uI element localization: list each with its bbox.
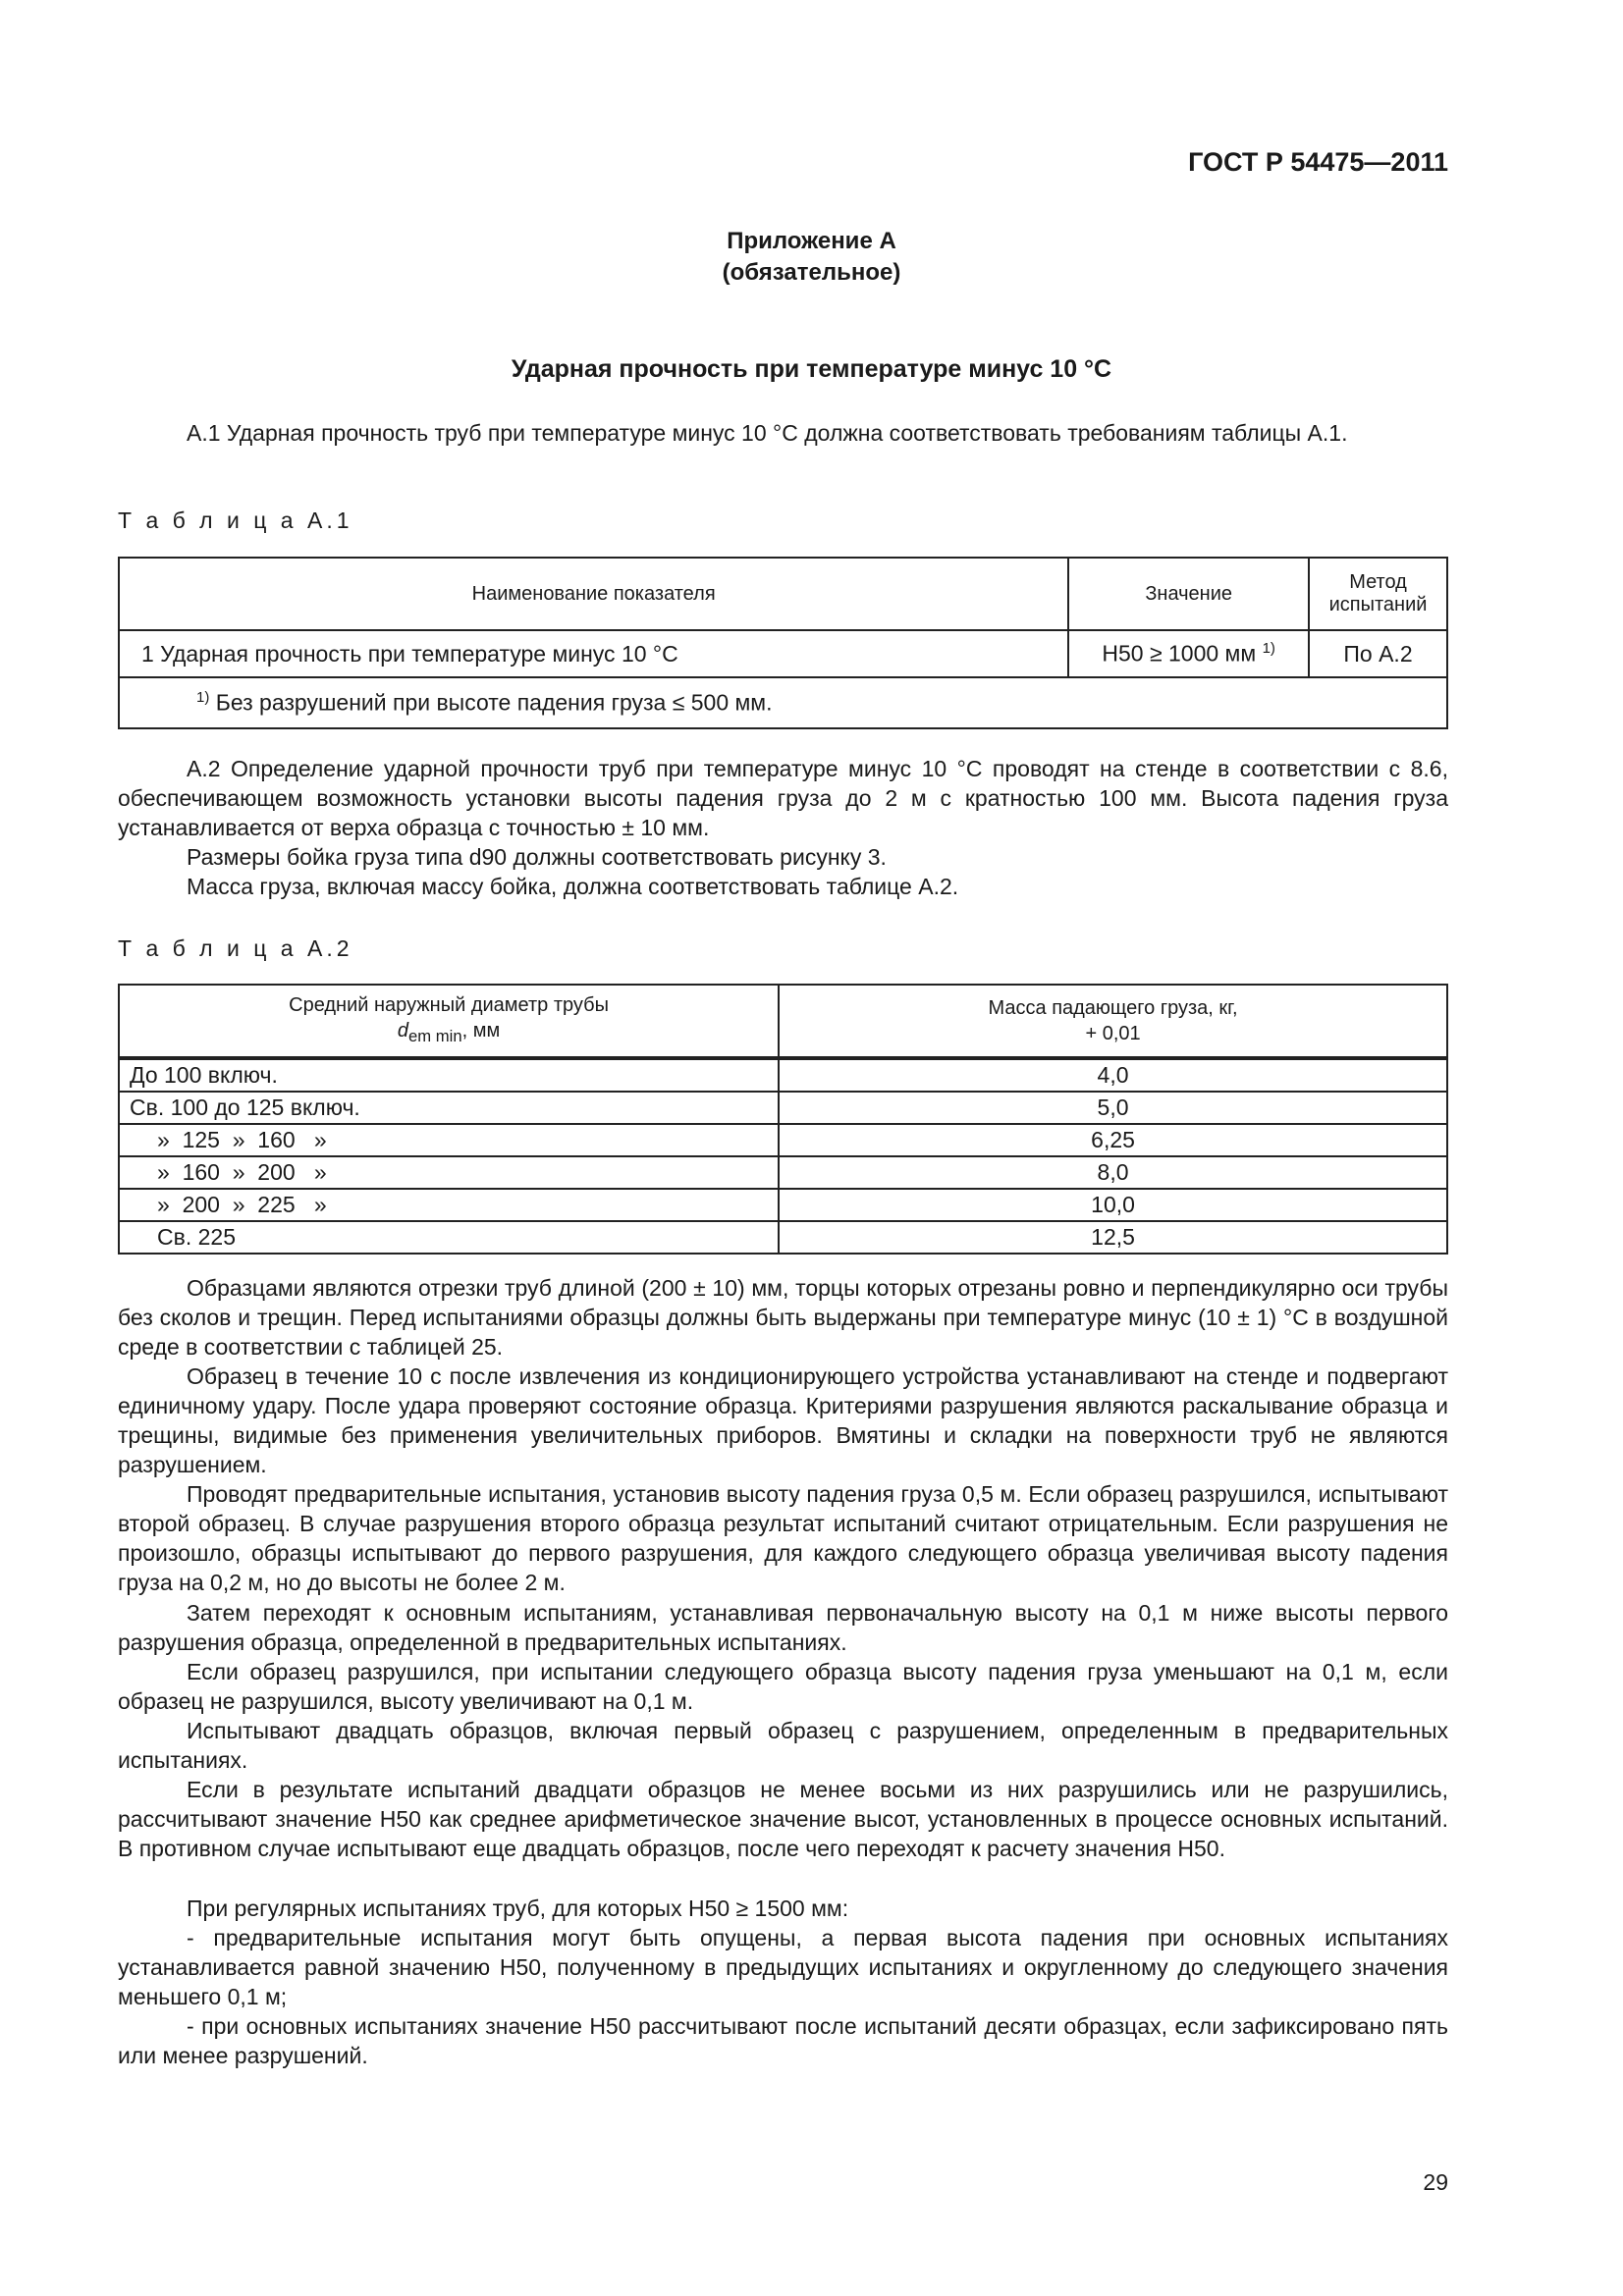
paragraph-h50-calc: Если в результате испытаний двадцати образцов не менее восьми из них разрушились или не разрушились, рассчитывают значение Н50 как среднее арифметическое значение высот, установленных в процессе основных испытаний. В противном случае испытывают еще двадцать образцов, после чего переходят к расчету значения Н50.: [118, 1777, 1448, 1861]
paragraph-twenty-samples: Испытывают двадцать образцов, включая первый образец с разрушением, определенным в предварительных испытаниях.: [118, 1718, 1448, 1773]
paragraph-samples: Образцами являются отрезки труб длиной (200 ± 10) мм, торцы которых отрезаны ровно и перпендикулярно оси трубы без сколов и трещин. Перед испытаниями образцы должны быть выдержаны при температуре минус (10 ± 1) °С в воздушной среде в соответствии с таблицей 25.: [118, 1275, 1448, 1360]
table1-header-row: [119, 558, 1447, 630]
table2-header-diameter-line2: [130, 1018, 768, 1049]
table1-value-note-mark: 1): [1262, 640, 1275, 658]
page-number: 29: [1423, 2169, 1448, 2195]
table-row: [119, 1124, 1447, 1156]
table2-header-diameter-line1: Средний наружный диаметр трубы: [289, 994, 609, 1016]
table2-cell-mass: 10,0: [779, 1189, 1447, 1221]
table2-cell-mass: 8,0: [779, 1156, 1447, 1189]
table-a2: [118, 984, 1448, 1255]
table2-cell-size: » 125 » 160 »: [119, 1124, 779, 1156]
table-row: [119, 1092, 1447, 1124]
paragraph-a1: А.1 Ударная прочность труб при температуре минус 10 °С должна соответствовать требованиям таблицы А.1.: [187, 420, 1348, 446]
paragraph-height-adjust: Если образец разрушился, при испытании следующего образца высоту падения груза уменьшают на 0,1 м, если образец не разрушился, высоту увеличивают на 0,1 м.: [118, 1659, 1448, 1714]
section-title: Ударная прочность при температуре минус 10 °С: [511, 355, 1112, 383]
table1-footnote: [119, 677, 1447, 728]
table2-cell-mass: 4,0: [779, 1058, 1447, 1092]
paragraph-regular-tests: При регулярных испытаниях труб, для которых Н50 ≥ 1500 мм:: [187, 1896, 849, 1921]
table2-cell-mass: 5,0: [779, 1092, 1447, 1124]
table2-header-mass-line2: + 0,01: [1085, 1023, 1141, 1044]
table1-footnote-row: [119, 677, 1447, 728]
table2-header-mass-line1: Масса падающего груза, кг,: [988, 997, 1238, 1019]
table2-cell-size: До 100 включ.: [119, 1058, 779, 1092]
diameter-symbol: d: [397, 1020, 408, 1041]
paragraph-mass: Масса груза, включая массу бойка, должна соответствовать таблице А.2.: [187, 874, 959, 899]
paragraph-preliminary: Проводят предварительные испытания, установив высоту падения груза 0,5 м. Если образец разрушился, испытывают второй образец. В случае разрушения второго образца результат испытаний считают отрицательным. Если разрушения не произошло, образцы испытывают до первого разрушения, для каждого следующего образца увеличивая высоту падения груза на 0,2 м, но до высоты не более 2 м.: [118, 1481, 1448, 1595]
table1-header-value: Значение: [1068, 558, 1309, 630]
table1-footnote-text: Без разрушений при высоте падения груза ≤ 500 мм.: [215, 689, 773, 716]
paragraph-main-tests: Затем переходят к основным испытаниям, устанавливая первоначальную высоту на 0,1 м ниже высоты первого разрушения образца, определенной в предварительных испытаниях.: [118, 1600, 1448, 1655]
table2-cell-size: Св. 225: [119, 1221, 779, 1254]
table1-caption: Т а б л и ц а А.1: [118, 507, 353, 533]
table2-cell-mass: 6,25: [779, 1124, 1447, 1156]
table1-cell-value: [1068, 630, 1309, 677]
paragraph-a2: А.2 Определение ударной прочности труб при температуре минус 10 °С проводят на стенде в соответствии с 8.6, обеспечивающем возможность установки высоты падения груза до 2 м с кратностью 100 мм. Высота падения груза устанавливается от верха образца с точностью ± 10 мм.: [118, 756, 1448, 840]
paragraph-list-item-1: - предварительные испытания могут быть опущены, а первая высота падения при основных испытаниях устанавливается равной значению Н50, полученному в предыдущих испытаниях и округленному до следующего значения меньшего 0,1 м;: [118, 1925, 1448, 2009]
table2-header-mass: [779, 985, 1447, 1058]
table-row: [119, 1156, 1447, 1189]
table-row: [119, 1189, 1447, 1221]
table1-header-method: Метод испытаний: [1309, 558, 1447, 630]
table2-caption: Т а б л и ц а А.2: [118, 935, 353, 961]
table2-cell-mass: 12,5: [779, 1221, 1447, 1254]
diameter-subscript: em min: [407, 1027, 462, 1045]
table2-cell-size: » 160 » 200 »: [119, 1156, 779, 1189]
table2-header-diameter: [119, 985, 779, 1058]
table2-cell-size: » 200 » 225 »: [119, 1189, 779, 1221]
diameter-unit: , мм: [461, 1020, 501, 1041]
document-id: ГОСТ Р 54475—2011: [1188, 147, 1448, 177]
table1-cell-name: 1 Ударная прочность при температуре минус 10 °С: [119, 630, 1068, 677]
table2-header-row: [119, 985, 1447, 1058]
table-row: [119, 630, 1447, 677]
table-a1: [118, 557, 1448, 729]
table1-header-name: Наименование показателя: [119, 558, 1068, 630]
table-row: [119, 1221, 1447, 1254]
appendix-status: (обязательное): [722, 259, 901, 286]
paragraph-list-item-2: - при основных испытаниях значение Н50 рассчитывают после испытаний десяти образцах, если зафиксировано пять или менее разрушений.: [118, 2013, 1448, 2068]
table1-cell-method: По А.2: [1309, 630, 1447, 677]
paragraph-impact: Образец в течение 10 с после извлечения из кондиционирующего устройства устанавливают на стенде и подвергают единичному удару. После удара проверяют состояние образца. Критериями разрушения являются раскалывание образца и трещины, видимые без применения увеличительных приборов. Вмятины и складки на поверхности труб не являются разрушением.: [118, 1363, 1448, 1477]
table2-cell-size: Св. 100 до 125 включ.: [119, 1092, 779, 1124]
table1-value-text: Н50 ≥ 1000 мм: [1102, 640, 1257, 667]
table-row: [119, 1058, 1447, 1092]
appendix-title: Приложение А: [727, 228, 896, 254]
table1-footnote-mark: 1): [196, 689, 210, 707]
paragraph-striker: Размеры бойка груза типа d90 должны соответствовать рисунку 3.: [187, 844, 887, 870]
